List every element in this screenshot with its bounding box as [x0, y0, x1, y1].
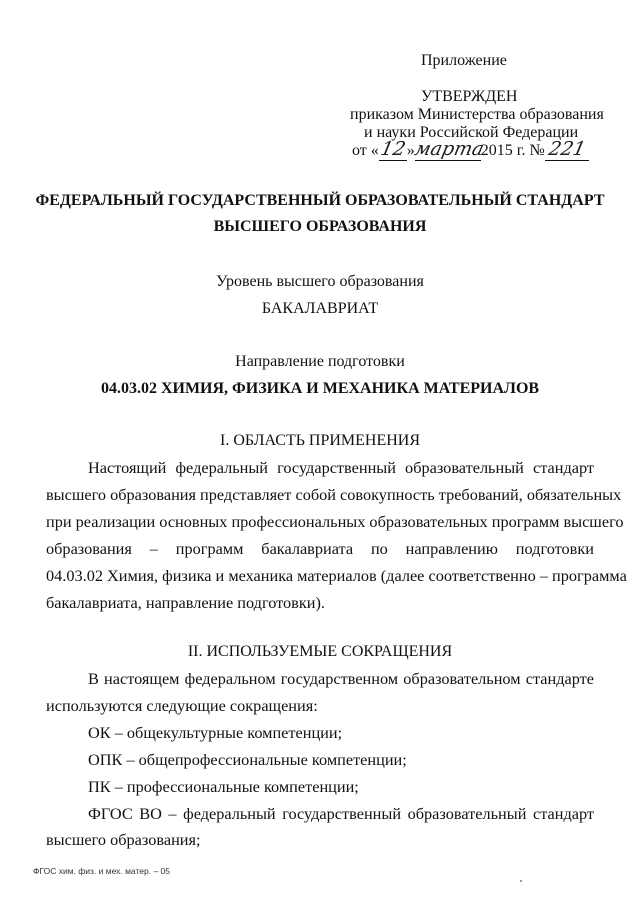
abbr-ok: ОК – общекультурные компетенции; [88, 723, 343, 742]
level-label: Уровень высшего образования [216, 273, 424, 290]
direction-label: Направление подготовки [235, 353, 405, 370]
order-line-1: приказом Министерства образования [350, 106, 604, 123]
section-1-heading: I. ОБЛАСТЬ ПРИМЕНЕНИЯ [219, 432, 421, 449]
abbr-pk: ПК – профессиональные компетенции; [88, 777, 359, 796]
date-prefix: от « [352, 142, 379, 159]
direction-value: 04.03.02 ХИМИЯ, ФИЗИКА И МЕХАНИКА МАТЕРИАЛОВ [100, 380, 540, 397]
date-year: 2015 г. № [480, 142, 545, 159]
section-2-heading: II. ИСПОЛЬЗУЕМЫЕ СОКРАЩЕНИЯ [187, 643, 453, 660]
handwritten-month: марта [412, 138, 486, 160]
level-value: БАКАЛАВРИАТ [261, 300, 379, 317]
section-1-line-4: образования – программ бакалавриата по направлению подготовки [46, 539, 594, 558]
order-date [352, 140, 589, 161]
handwritten-number: 221 [546, 138, 588, 160]
scan-speck [520, 880, 522, 882]
section-1-line-2: высшего образования представляет собой совокупность требований, обязательных [46, 485, 622, 504]
section-2-intro-line-1: В настоящем федеральном государственном образовательном стандарте [88, 669, 594, 688]
section-2-intro-line-2: используются следующие сокращения: [46, 696, 318, 715]
approved-label: УТВЕРЖДЕН [421, 88, 518, 105]
appendix-label: Приложение [421, 52, 507, 69]
page-footer: ФГОС хим. физ. и мех. матер. – 05 [33, 866, 170, 876]
section-1-line-6: бакалавриата, направление подготовки). [46, 593, 325, 612]
abbr-fgos-line-2: высшего образования; [46, 830, 201, 849]
abbr-opk: ОПК – общепрофессиональные компетенции; [88, 750, 407, 769]
order-line-2: и науки Российской Федерации [364, 124, 579, 141]
section-1-line-5: 04.03.02 Химия, физика и механика материалов (далее соответственно – программа [46, 566, 627, 585]
abbr-fgos-line-1: ФГОС ВО – федеральный государственный образовательный стандарт [88, 804, 594, 823]
document-title-line-2: ВЫСШЕГО ОБРАЗОВАНИЯ [213, 218, 427, 235]
section-1-line-3: при реализации основных профессиональных образовательных программ высшего [46, 512, 624, 531]
document-title-line-1: ФЕДЕРАЛЬНЫЙ ГОСУДАРСТВЕННЫЙ ОБРАЗОВАТЕЛЬНЫЙ СТАНДАРТ [35, 192, 605, 209]
handwritten-day: 12 [378, 138, 408, 160]
section-1-line-1: Настоящий федеральный государственный образовательный стандарт [88, 458, 594, 477]
date-mid: » [406, 142, 415, 159]
